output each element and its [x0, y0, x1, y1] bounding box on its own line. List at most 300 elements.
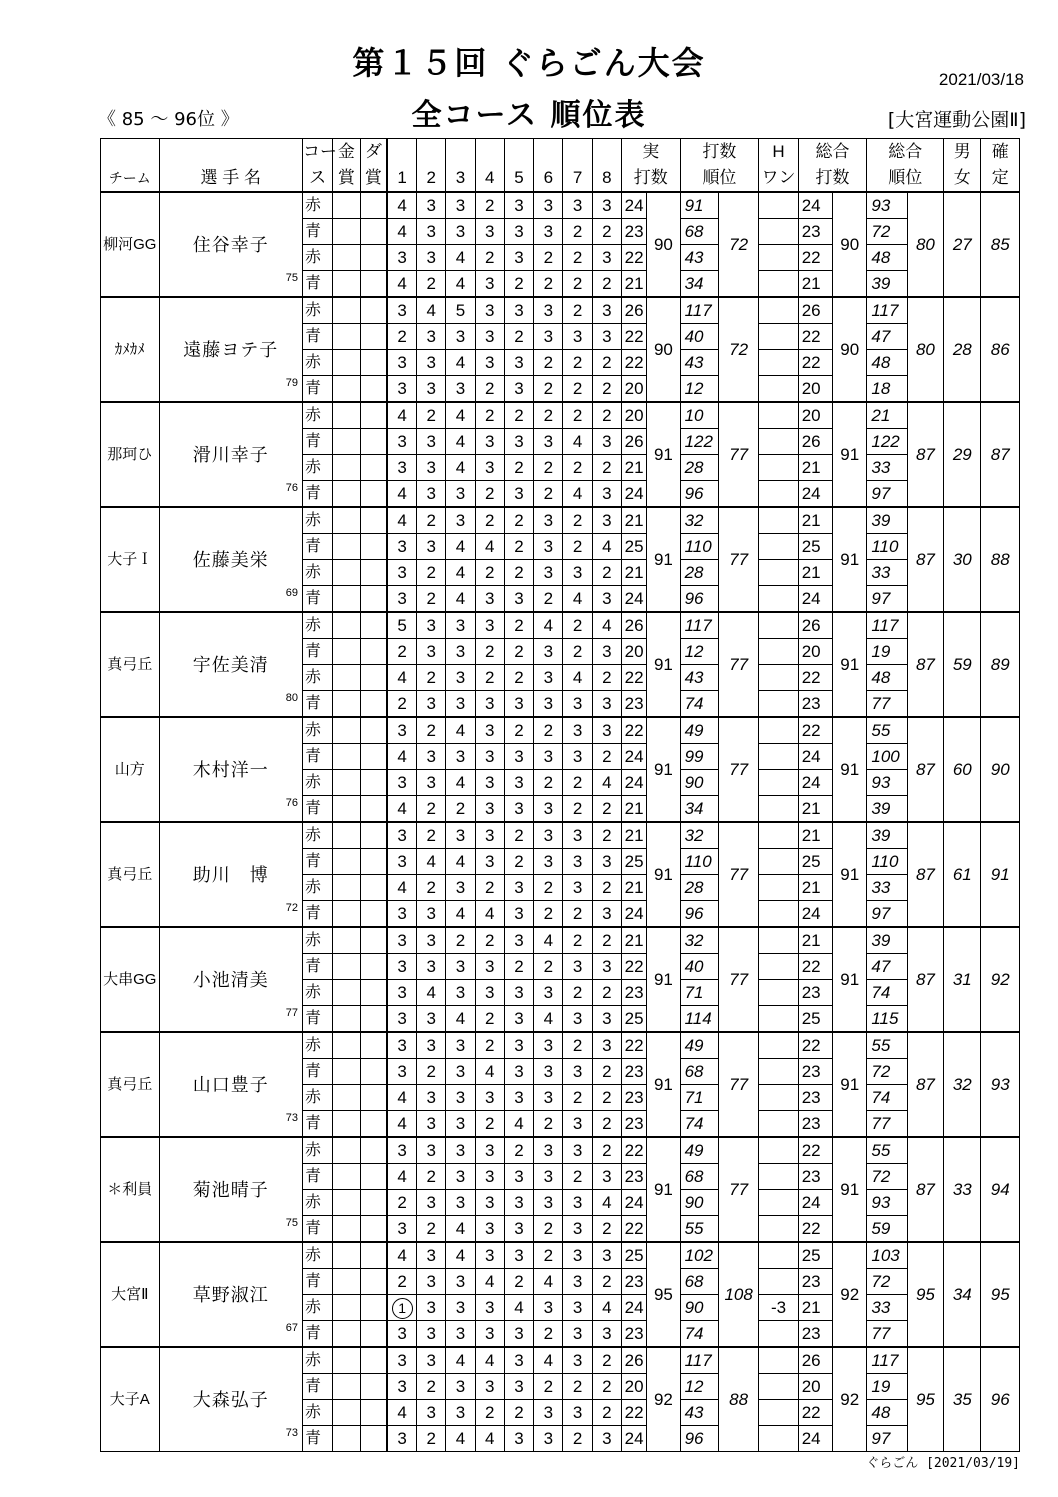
hole-score-cell: 3 — [592, 901, 621, 928]
hole-score-cell: 2 — [504, 455, 533, 481]
hole-score-cell: 2 — [563, 980, 592, 1006]
course-cell: 赤 — [302, 1085, 332, 1111]
hole-score-cell: 4 — [387, 507, 416, 534]
course-cell: 赤 — [302, 1137, 332, 1164]
hole-score-cell: 3 — [563, 954, 592, 980]
hole-score-cell: 2 — [504, 534, 533, 560]
hole-in-one-bonus-cell — [759, 560, 798, 586]
hole-score-cell: 2 — [417, 402, 446, 429]
header-course: ス — [302, 165, 332, 192]
hole-score-cell: 4 — [387, 1111, 416, 1138]
actual-strokes-cell: 91 — [647, 1032, 680, 1137]
gold-prize-cell — [333, 507, 360, 534]
header-gold-top: 金 — [333, 139, 360, 166]
hole-score-cell: 2 — [475, 1111, 504, 1138]
stroke-rank-cell: 88 — [718, 1347, 758, 1452]
da-prize-cell — [360, 455, 387, 481]
hole-score-cell: 3 — [417, 350, 446, 376]
course-rank-cell: 99 — [680, 744, 718, 770]
hole-in-one-bonus-cell — [759, 245, 798, 271]
course-cell: 赤 — [302, 822, 332, 849]
hole-score-cell: 2 — [504, 402, 533, 429]
player-age: 75 — [285, 272, 298, 284]
hole-score-cell: 2 — [534, 954, 563, 980]
hole-score-cell: 2 — [446, 796, 475, 823]
course-cell: 青 — [302, 1321, 332, 1348]
hole-score-cell: 4 — [446, 1347, 475, 1374]
hole-score-cell: 3 — [592, 691, 621, 718]
player-age: 77 — [285, 1007, 298, 1019]
gold-prize-cell — [333, 1426, 360, 1452]
hole-score-cell: 3 — [504, 586, 533, 613]
total-strokes-cell: 91 — [833, 402, 867, 507]
hole-score-cell: 4 — [387, 481, 416, 508]
hole-score-cell: 4 — [475, 1426, 504, 1452]
hole-score-cell: 4 — [387, 744, 416, 770]
da-prize-cell — [360, 612, 387, 639]
hole-score-cell: 3 — [504, 927, 533, 954]
stroke-rank-cell: 77 — [718, 927, 758, 1032]
hole-score-cell: 2 — [592, 665, 621, 691]
final-rank-cell: 89 — [981, 612, 1020, 717]
hole-score-cell: 3 — [563, 1295, 592, 1321]
hole-score-cell: 3 — [504, 1190, 533, 1216]
total-course-rank-cell: 97 — [867, 1426, 907, 1452]
total-course-sum-cell: 21 — [798, 875, 832, 901]
course-sum-cell: 26 — [622, 612, 647, 639]
hole-score-cell: 3 — [504, 1164, 533, 1190]
hole-score-cell: 4 — [446, 1216, 475, 1243]
course-sum-cell: 24 — [622, 901, 647, 928]
hole-score-cell: 2 — [592, 455, 621, 481]
hole-score-cell: 2 — [417, 271, 446, 298]
hole-score-cell: 3 — [446, 1085, 475, 1111]
page-subtitle: 全コース 順位表 — [411, 98, 647, 133]
gold-prize-cell — [333, 1295, 360, 1321]
hole-score-cell: 3 — [417, 1321, 446, 1348]
hole-score-cell: 3 — [446, 1190, 475, 1216]
total-course-rank-cell: 72 — [867, 219, 907, 245]
sex-rank-cell: 33 — [944, 1137, 981, 1242]
gold-prize-cell — [333, 350, 360, 376]
hole-score-cell: 3 — [417, 1347, 446, 1374]
hole-score-cell: 3 — [563, 717, 592, 744]
da-prize-cell — [360, 980, 387, 1006]
hole-score-cell: 3 — [504, 1216, 533, 1243]
total-course-sum-cell: 20 — [798, 1374, 832, 1400]
course-sum-cell: 26 — [622, 429, 647, 455]
hole-score-cell: 2 — [417, 586, 446, 613]
total-rank-cell: 87 — [907, 402, 943, 507]
total-course-sum-cell: 22 — [798, 717, 832, 744]
course-sum-cell: 22 — [622, 350, 647, 376]
da-prize-cell — [360, 1164, 387, 1190]
total-course-rank-cell: 110 — [867, 534, 907, 560]
course-sum-cell: 20 — [622, 402, 647, 429]
team-cell: 真弓丘 — [101, 1032, 160, 1137]
hole-score-cell: 3 — [446, 639, 475, 665]
hole-score-cell: 2 — [417, 507, 446, 534]
hole-score-cell: 3 — [387, 1006, 416, 1033]
gold-prize-cell — [333, 1137, 360, 1164]
course-sum-cell: 22 — [622, 1032, 647, 1059]
hole-score-cell: 4 — [446, 1242, 475, 1269]
course-rank-cell: 114 — [680, 1006, 718, 1033]
course-rank-cell: 117 — [680, 612, 718, 639]
total-course-rank-cell: 97 — [867, 586, 907, 613]
da-prize-cell — [360, 271, 387, 298]
course-sum-cell: 22 — [622, 245, 647, 271]
gold-prize-cell — [333, 691, 360, 718]
hole-score-cell: 3 — [387, 350, 416, 376]
course-rank-cell: 117 — [680, 297, 718, 324]
da-prize-cell — [360, 1242, 387, 1269]
total-course-sum-cell: 24 — [798, 901, 832, 928]
hole-score-cell: 4 — [534, 927, 563, 954]
total-course-rank-cell: 55 — [867, 1137, 907, 1164]
hole-score-cell: 2 — [446, 927, 475, 954]
hole-score-cell: 2 — [563, 271, 592, 298]
player-name: 山口豊子 — [192, 1074, 269, 1095]
hole-score-cell: 4 — [446, 560, 475, 586]
hole-in-one-bonus-cell — [759, 665, 798, 691]
course-rank-cell: 74 — [680, 1321, 718, 1348]
hole-score-cell: 2 — [534, 1242, 563, 1269]
course-rank-cell: 102 — [680, 1242, 718, 1269]
header-final-top: 確 — [981, 139, 1020, 166]
total-course-rank-cell: 21 — [867, 402, 907, 429]
gold-prize-cell — [333, 901, 360, 928]
total-course-sum-cell: 26 — [798, 1347, 832, 1374]
course-rank-cell: 32 — [680, 507, 718, 534]
hole-score-cell: 3 — [592, 1006, 621, 1033]
hole-score-cell: 2 — [504, 665, 533, 691]
hole-score-cell: 2 — [592, 271, 621, 298]
hole-score-cell: 3 — [446, 324, 475, 350]
total-course-rank-cell: 117 — [867, 1347, 907, 1374]
hole-score-cell: 2 — [592, 1374, 621, 1400]
page-title: 第１５回 ぐらごん大会 — [352, 44, 706, 82]
course-sum-cell: 22 — [622, 954, 647, 980]
stroke-rank-cell: 77 — [718, 612, 758, 717]
hole-score-cell: 3 — [534, 219, 563, 245]
hole-score-cell: 3 — [446, 980, 475, 1006]
final-rank-cell: 96 — [981, 1347, 1020, 1452]
hole-score-cell: 2 — [563, 612, 592, 639]
stroke-rank-cell: 77 — [718, 507, 758, 612]
hole-score-cell: 3 — [563, 849, 592, 875]
hole-score-cell: 3 — [534, 744, 563, 770]
hole-score-cell: 2 — [504, 1400, 533, 1426]
hole-score-cell: 3 — [504, 1006, 533, 1033]
course-rank-cell: 32 — [680, 822, 718, 849]
header-da-top: ダ — [360, 139, 387, 166]
hole-score-cell: 2 — [592, 927, 621, 954]
hole-score-cell: 3 — [417, 481, 446, 508]
player-name: 大森弘子 — [192, 1389, 269, 1410]
total-course-rank-cell: 18 — [867, 376, 907, 403]
hole-score-cell: 3 — [387, 245, 416, 271]
header-sex-top: 男 — [944, 139, 981, 166]
hole-score-cell: 4 — [446, 245, 475, 271]
course-rank-cell: 49 — [680, 1137, 718, 1164]
table-row — [101, 717, 1020, 744]
hole-score-cell: 2 — [592, 1269, 621, 1295]
player-name: 住谷幸子 — [192, 234, 269, 255]
hole-score-cell: 4 — [387, 796, 416, 823]
actual-strokes-cell: 91 — [647, 612, 680, 717]
course-rank-cell: 10 — [680, 402, 718, 429]
player-age: 73 — [285, 1427, 298, 1439]
hole-score-cell: 4 — [446, 901, 475, 928]
course-sum-cell: 22 — [622, 1137, 647, 1164]
hole-score-cell: 2 — [387, 1269, 416, 1295]
player-age: 67 — [285, 1322, 298, 1334]
hole-score-cell: 2 — [534, 455, 563, 481]
course-cell: 赤 — [302, 560, 332, 586]
team-cell: 大串GG — [101, 927, 160, 1032]
gold-prize-cell — [333, 822, 360, 849]
hole-score-cell: 3 — [446, 665, 475, 691]
total-strokes-cell: 91 — [833, 507, 867, 612]
total-course-rank-cell: 117 — [867, 297, 907, 324]
total-strokes-cell: 91 — [833, 822, 867, 927]
team-cell: 山方 — [101, 717, 160, 822]
hole-score-cell: 2 — [534, 1321, 563, 1348]
total-course-sum-cell: 22 — [798, 954, 832, 980]
hole-score-cell: 2 — [475, 402, 504, 429]
hole-score-cell: 3 — [387, 954, 416, 980]
course-sum-cell: 22 — [622, 324, 647, 350]
hole-score-cell: 3 — [504, 691, 533, 718]
hole-score-cell: 2 — [417, 1426, 446, 1452]
hole-score-cell: 3 — [475, 429, 504, 455]
hole-score-cell: 4 — [563, 586, 592, 613]
total-course-rank-cell: 33 — [867, 455, 907, 481]
hole-score-cell: 3 — [534, 1059, 563, 1085]
total-course-sum-cell: 26 — [798, 297, 832, 324]
course-rank-cell: 96 — [680, 1426, 718, 1452]
hole-score-cell: 3 — [475, 770, 504, 796]
course-cell: 青 — [302, 1059, 332, 1085]
total-course-rank-cell: 19 — [867, 639, 907, 665]
gold-prize-cell — [333, 245, 360, 271]
hole-score-cell: 3 — [417, 1137, 446, 1164]
total-course-sum-cell: 24 — [798, 586, 832, 613]
hole-score-cell: 2 — [563, 402, 592, 429]
hole-score-cell: 3 — [475, 350, 504, 376]
total-course-sum-cell: 23 — [798, 219, 832, 245]
course-cell: 青 — [302, 1006, 332, 1033]
hole-score-cell: 3 — [563, 1269, 592, 1295]
hole-score-cell: 2 — [475, 481, 504, 508]
sex-rank-cell: 32 — [944, 1032, 981, 1137]
hole-score-cell: 3 — [504, 1085, 533, 1111]
hole-score-cell: 3 — [475, 219, 504, 245]
total-course-sum-cell: 21 — [798, 560, 832, 586]
hole-score-cell: 4 — [446, 717, 475, 744]
footer-note: ぐらごん [2021/03/19] — [866, 1456, 1020, 1471]
da-prize-cell — [360, 770, 387, 796]
hole-score-cell: 2 — [563, 1426, 592, 1452]
sex-rank-cell: 28 — [944, 297, 981, 402]
course-rank-cell: 12 — [680, 376, 718, 403]
total-course-rank-cell: 48 — [867, 350, 907, 376]
hole-score-cell: 3 — [504, 770, 533, 796]
hole-score-cell: 4 — [475, 901, 504, 928]
header-actual-top: 実 — [622, 139, 681, 166]
da-prize-cell — [360, 1137, 387, 1164]
header-hone-top: H — [759, 139, 798, 166]
actual-strokes-cell: 91 — [647, 822, 680, 927]
course-sum-cell: 24 — [622, 1190, 647, 1216]
total-course-rank-cell: 48 — [867, 1400, 907, 1426]
player-name-cell — [159, 1347, 302, 1452]
hole-score-cell: 3 — [504, 901, 533, 928]
hole-score-cell: 2 — [534, 350, 563, 376]
course-sum-cell: 25 — [622, 1242, 647, 1269]
hole-score-cell: 2 — [475, 560, 504, 586]
hole-score-cell: 3 — [475, 271, 504, 298]
hole-score-cell: 4 — [446, 350, 475, 376]
course-sum-cell: 23 — [622, 1269, 647, 1295]
hole-score-cell: 2 — [504, 639, 533, 665]
table-row — [101, 1347, 1020, 1374]
sex-rank-cell: 29 — [944, 402, 981, 507]
table-row — [101, 822, 1020, 849]
table-header — [101, 139, 1020, 193]
hole-score-cell: 3 — [446, 691, 475, 718]
final-rank-cell: 91 — [981, 822, 1020, 927]
hole-score-cell: 2 — [504, 507, 533, 534]
hole-score-cell: 4 — [504, 1111, 533, 1138]
da-prize-cell — [360, 1295, 387, 1321]
sex-rank-cell: 30 — [944, 507, 981, 612]
gold-prize-cell — [333, 612, 360, 639]
total-strokes-cell: 92 — [833, 1242, 867, 1347]
hole-score-cell: 2 — [534, 1374, 563, 1400]
hole-score-cell: 4 — [417, 980, 446, 1006]
hole-score-cell: 3 — [504, 429, 533, 455]
player-name-cell — [159, 927, 302, 1032]
hole-in-one-bonus-cell — [759, 980, 798, 1006]
hole-score-cell: 3 — [475, 691, 504, 718]
total-course-sum-cell: 21 — [798, 822, 832, 849]
total-rank-cell: 80 — [907, 297, 943, 402]
team-cell: ｶﾒｶﾒ — [101, 297, 160, 402]
total-course-sum-cell: 23 — [798, 1111, 832, 1138]
hole-score-cell: 3 — [387, 429, 416, 455]
actual-strokes-cell: 91 — [647, 1137, 680, 1242]
da-prize-cell — [360, 1400, 387, 1426]
gold-prize-cell — [333, 796, 360, 823]
hole-score-cell: 3 — [387, 376, 416, 403]
hole-score-cell: 4 — [446, 586, 475, 613]
hole-score-cell: 3 — [387, 1059, 416, 1085]
hole-score-cell: 2 — [534, 402, 563, 429]
total-rank-cell: 80 — [907, 192, 943, 297]
player-name: 木村洋一 — [192, 759, 269, 780]
da-prize-cell — [360, 954, 387, 980]
hole-score-cell: 3 — [446, 875, 475, 901]
gold-prize-cell — [333, 954, 360, 980]
hole-score-cell: 3 — [387, 1216, 416, 1243]
course-cell: 青 — [302, 1216, 332, 1243]
total-course-rank-cell: 93 — [867, 770, 907, 796]
hole-score-cell: 3 — [563, 560, 592, 586]
course-cell: 青 — [302, 1164, 332, 1190]
total-course-sum-cell: 20 — [798, 639, 832, 665]
table-row — [101, 1242, 1020, 1269]
total-course-sum-cell: 21 — [798, 271, 832, 298]
hole-score-cell: 4 — [504, 1295, 533, 1321]
hole-score-cell: 3 — [563, 1059, 592, 1085]
total-strokes-cell: 92 — [833, 1347, 867, 1452]
header-hole-4: 4 — [475, 165, 504, 192]
da-prize-cell — [360, 822, 387, 849]
hole-score-cell: 3 — [475, 1216, 504, 1243]
hole-score-cell: 4 — [592, 534, 621, 560]
stroke-rank-cell: 77 — [718, 717, 758, 822]
hole-score-cell: 2 — [563, 1374, 592, 1400]
header-gold: 賞 — [333, 165, 360, 192]
hole-score-cell: 2 — [387, 324, 416, 350]
total-course-sum-cell: 21 — [798, 1295, 832, 1321]
hole-score-cell: 4 — [446, 1006, 475, 1033]
total-course-rank-cell: 48 — [867, 665, 907, 691]
gold-prize-cell — [333, 1216, 360, 1243]
total-rank-cell: 87 — [907, 507, 943, 612]
hole-score-cell: 3 — [446, 507, 475, 534]
hole-score-cell: 2 — [504, 612, 533, 639]
course-sum-cell: 24 — [622, 481, 647, 508]
hole-score-cell: 2 — [504, 822, 533, 849]
hole-score-cell: 3 — [446, 376, 475, 403]
hole-score-cell: 3 — [504, 1426, 533, 1452]
hole-score-cell: 3 — [563, 192, 592, 219]
da-prize-cell — [360, 192, 387, 219]
player-name-cell — [159, 192, 302, 297]
hole-score-cell: 4 — [387, 219, 416, 245]
hole-in-one-bonus-cell — [759, 1085, 798, 1111]
team-cell: 大宮Ⅱ — [101, 1242, 160, 1347]
team-cell: 那珂ひ — [101, 402, 160, 507]
course-cell: 赤 — [302, 1347, 332, 1374]
hole-score-cell: 3 — [475, 1374, 504, 1400]
course-rank-cell: 49 — [680, 717, 718, 744]
hole-score-cell: 2 — [534, 271, 563, 298]
hole-score-cell: 4 — [475, 1347, 504, 1374]
gold-prize-cell — [333, 1347, 360, 1374]
hole-score-cell: 2 — [475, 1400, 504, 1426]
course-sum-cell: 22 — [622, 1216, 647, 1243]
course-cell: 赤 — [302, 455, 332, 481]
total-strokes-cell: 91 — [833, 927, 867, 1032]
sex-rank-cell: 59 — [944, 612, 981, 717]
gold-prize-cell — [333, 1269, 360, 1295]
hole-score-cell: 4 — [534, 612, 563, 639]
total-course-rank-cell: 47 — [867, 324, 907, 350]
course-rank-cell: 12 — [680, 639, 718, 665]
hole-score-cell: 3 — [446, 1059, 475, 1085]
total-rank-cell: 87 — [907, 612, 943, 717]
hole-score-cell: 3 — [563, 1111, 592, 1138]
gold-prize-cell — [333, 927, 360, 954]
hole-score-cell: 3 — [417, 534, 446, 560]
hole-score-cell: 4 — [475, 1269, 504, 1295]
course-rank-cell: 71 — [680, 1085, 718, 1111]
team-cell: ＊利員 — [101, 1137, 160, 1242]
